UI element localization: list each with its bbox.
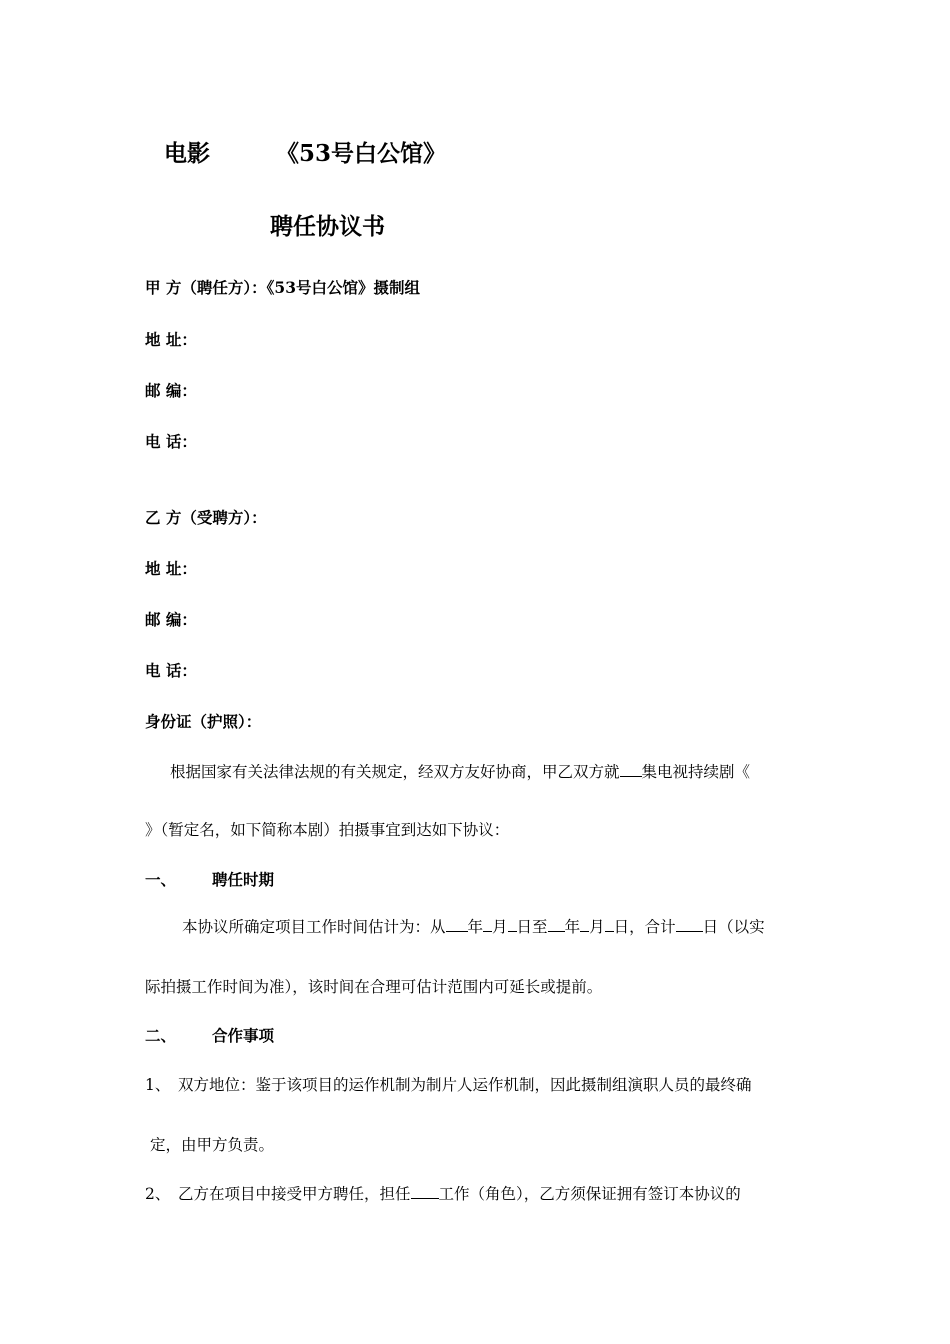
party-b-label: 乙 方（受聘方）：: [145, 508, 267, 527]
party-b-postcode: 邮 编：: [145, 610, 197, 629]
section-2-title: 合作事项: [212, 1026, 275, 1045]
section-1-para-line-1: [182, 915, 765, 937]
title-prefix: 电影: [164, 140, 210, 167]
blank-end-month: [580, 917, 589, 932]
item-1-line-1: [145, 1073, 752, 1095]
blank-start-month: [483, 917, 492, 932]
s1-text-b: 年: [467, 918, 484, 936]
s1-text-c: 月: [492, 918, 508, 936]
blank-end-day: [605, 917, 614, 932]
s1-text-e: 年: [564, 918, 581, 936]
preamble-text-a: 根据国家有关法律法规的有关规定，经双方友好协商，甲乙双方就: [170, 763, 620, 781]
party-a-label: 甲 方（聘任方）：: [145, 278, 267, 297]
item-1-text-a: 双方地位：鉴于该项目的运作机制为制片人运作机制，因此摄制组演职人员的最终确: [178, 1076, 752, 1094]
document-title: [164, 135, 446, 168]
section-1-heading: [145, 868, 274, 890]
item-2-text-b: 工作（角色），乙方须保证拥有签订本协议的: [438, 1185, 741, 1203]
party-b-address: 地 址：: [145, 559, 197, 578]
preamble-text-b: 集电视持续剧《: [641, 763, 751, 781]
section-1-number: 一、: [145, 870, 177, 889]
title-film-name: 《53号白公馆》: [276, 140, 447, 167]
blank-role: [411, 1184, 439, 1199]
party-a-name: 《53号白公馆》摄制组: [266, 278, 420, 297]
party-b-id: 身份证（护照）：: [145, 712, 262, 731]
item-2-number: 2、: [145, 1185, 171, 1203]
section-1-title: 聘任时期: [212, 870, 275, 889]
item-1-number: 1、: [145, 1076, 171, 1094]
section-2-heading: [145, 1024, 274, 1046]
s1-text-f: 月: [589, 918, 605, 936]
preamble-line-2: 》（暂定名，如下简称本剧）拍摄事宜到达如下协议：: [145, 821, 510, 839]
blank-episodes: [620, 762, 642, 777]
party-a-line: [145, 276, 420, 298]
s1-text-a: 本协议所确定项目工作时间估计为：从: [182, 918, 446, 936]
s1-text-h: 日（以实: [702, 918, 765, 936]
preamble-line-1: [170, 760, 750, 782]
party-b-phone: 电 话：: [145, 661, 197, 680]
s1-text-d: 日至: [516, 918, 548, 936]
s1-text-g: 日，合计: [613, 918, 676, 936]
party-a-phone: 电 话：: [145, 432, 197, 451]
document-subtitle: 聘任协议书: [270, 213, 385, 240]
section-1-para-line-2: 际拍摄工作时间为准），该时间在合理可估计范围内可延长或提前。: [145, 978, 603, 996]
party-a-postcode: 邮 编：: [145, 381, 197, 400]
item-2-line-1: [145, 1182, 741, 1204]
blank-start-day: [508, 917, 517, 932]
section-2-number: 二、: [145, 1026, 177, 1045]
blank-end-year: [548, 917, 565, 932]
blank-start-year: [446, 917, 468, 932]
item-1-line-2: 定，由甲方负责。: [150, 1136, 275, 1154]
party-a-address: 地 址：: [145, 330, 197, 349]
item-2-text-a: 乙方在项目中接受甲方聘任，担任: [178, 1185, 411, 1203]
blank-total-days: [676, 917, 703, 932]
